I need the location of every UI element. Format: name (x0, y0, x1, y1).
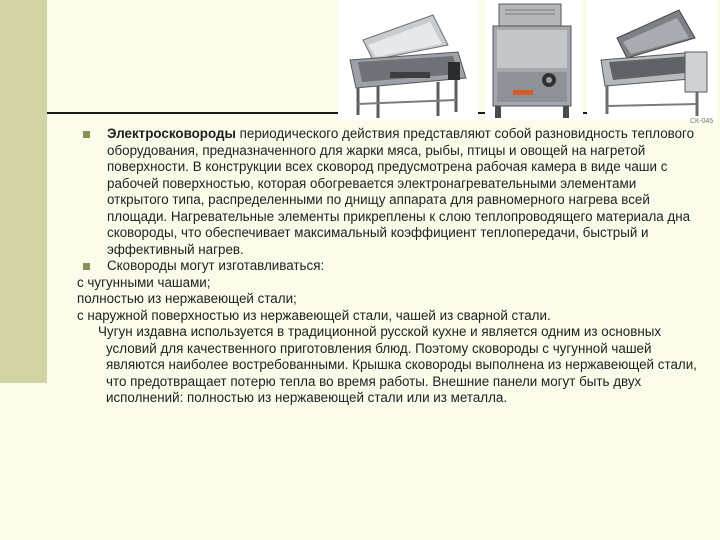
paragraph-manufacture (78, 258, 698, 275)
list-item-combined: с наружной поверхностью из нержавеющей стали, чашей из сварной стали. (77, 307, 551, 323)
paragraph-text: Сковороды могут изготавливаться: (107, 258, 325, 273)
list-item-stainless: полностью из нержавеющей стали; (77, 291, 297, 306)
bullet-square-icon (83, 131, 90, 138)
term-bold: Электросковороды (107, 126, 236, 141)
list-item-cast-iron: с чугунными чашами; (77, 274, 211, 290)
skillet-photo-1 (338, 0, 478, 120)
photo-code-label: СК-045 (690, 118, 714, 125)
content-text (78, 126, 698, 407)
skillet-photo-3 (587, 0, 717, 120)
paragraph-electric-skillets (78, 126, 698, 258)
left-decor-band (0, 0, 47, 383)
paragraph-text: периодического действия представляют собой разновидность теплового оборудования, предназначенного для жарки мяса, рыбы, птицы и овощей на нагретой поверхности. В конструкции всех сковород предусмотрена рабочая камера в виде чаши с рабочей поверхностью, которая обогревается электронагревательными элементами открытого типа, распределенными по днищу аппарата для равномерного нагрева всей площади. Нагревательные элементы прикреплены к слою теплопроводящего материала дна сковороды, что обеспечивает максимальный коэффициент теплопередачи, быстрый и эффективный нагрев. (107, 126, 695, 257)
paragraph-cast-iron: Чугун издавна используется в традиционной русской кухне и является одним из основных условий для качественного приготовления блюд. Поэтому сковороды с чугунной чашей являются наиболее востребованными. Крышка сковороды выполнена из нержавеющей стали, что предотвращает потерю тепла во время работы. Внешние панели могут быть двух исполнений: полностью из нержавеющей стали или из металла. (98, 324, 697, 405)
skillet-photo-2 (485, 0, 583, 120)
bullet-square-icon (83, 263, 90, 270)
